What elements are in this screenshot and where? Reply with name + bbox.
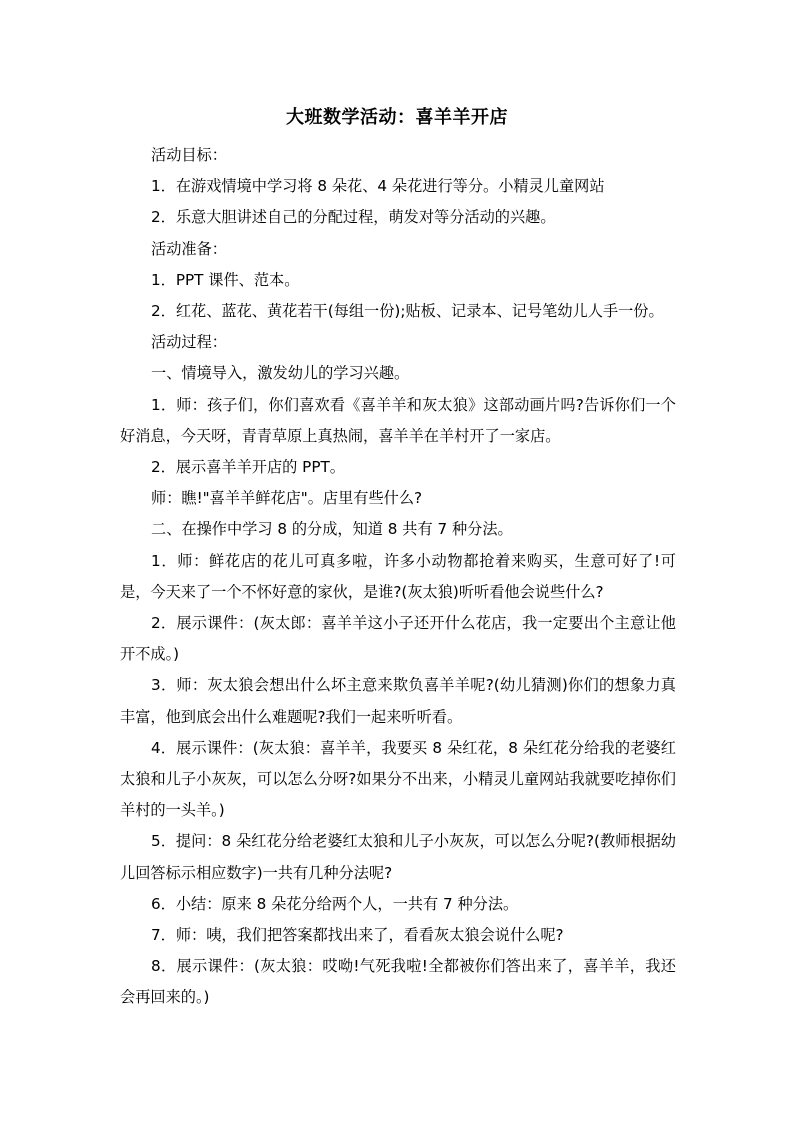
document-title: 大班数学活动：喜羊羊开店 — [286, 107, 508, 128]
paragraph-section-1: 一、情境导入，激发幼儿的学习兴趣。 — [151, 364, 410, 383]
paragraph-step-1-1: 1．师：孩子们，你们喜欢看《喜羊羊和灰太狼》这部动画片吗?告诉你们一个好消息，今天呀，青青草原上真热闹，喜羊羊在羊村开了一家店。 — [120, 395, 676, 445]
paragraph-prep-heading: 活动准备： — [151, 239, 227, 258]
paragraph-prep-1: 1．PPT 课件、范本。 — [151, 270, 300, 289]
paragraph-step-2-3: 3．师：灰太狼会想出什么坏主意来欺负喜羊羊呢?(幼儿猜测)你们的想象力真丰富，他到底会出什么难题呢?我们一起来听听看。 — [120, 676, 676, 726]
paragraph-goal-2: 2．乐意大胆讲述自己的分配过程，萌发对等分活动的兴趣。 — [151, 208, 556, 227]
paragraph-step-2-7: 7．师：咦，我们把答案都找出来了，看看灰太狼会说什么呢? — [151, 926, 564, 945]
paragraph-goal-1: 1．在游戏情境中学习将 8 朵花、4 朵花进行等分。小精灵儿童网站 — [151, 177, 605, 196]
paragraph-goal-heading: 活动目标： — [151, 146, 227, 164]
paragraph-prep-2: 2．红花、蓝花、黄花若干(每组一份);贴板、记录本、记号笔幼儿人手一份。 — [151, 302, 664, 321]
paragraph-section-2: 二、在操作中学习 8 的分成，知道 8 共有 7 种分法。 — [151, 520, 513, 539]
document-body — [120, 140, 676, 1014]
paragraph-step-2-4: 4．展示课件：(灰太狼：喜羊羊，我要买 8 朵红花，8 朵红花分给我的老婆红太狼和儿子小灰灰，可以怎么分呀?如果分不出来，小精灵儿童网站我就要吃掉你们羊村的一头羊。) — [120, 738, 676, 820]
paragraph-step-2-6: 6．小结：原来 8 朵花分给两个人，一共有 7 种分法。 — [151, 894, 519, 913]
paragraph-step-2-8: 8．展示课件：(灰太狼：哎呦!气死我啦!全都被你们答出来了，喜羊羊，我还会再回来的。) — [120, 957, 676, 1007]
paragraph-step-2-1: 1．师：鲜花店的花儿可真多啦，许多小动物都抢着来购买，生意可好了!可是，今天来了一个不怀好意的家伙，是谁?(灰太狼)听听看他会说些什么? — [120, 551, 676, 601]
paragraph-teacher-line: 师：瞧!"喜羊羊鲜花店"。店里有些什么? — [151, 489, 423, 508]
paragraph-step-2-5: 5．提问：8 朵红花分给老婆红太狼和儿子小灰灰，可以怎么分呢?(教师根据幼儿回答标示相应数字)一共有几种分法呢? — [120, 832, 676, 882]
paragraph-step-1-2: 2．展示喜羊羊开店的 PPT。 — [151, 458, 345, 477]
paragraph-process-heading: 活动过程： — [151, 333, 227, 352]
paragraph-step-2-2: 2．展示课件：(灰太郎：喜羊羊这小子还开什么花店，我一定要出个主意让他开不成。) — [120, 614, 676, 664]
